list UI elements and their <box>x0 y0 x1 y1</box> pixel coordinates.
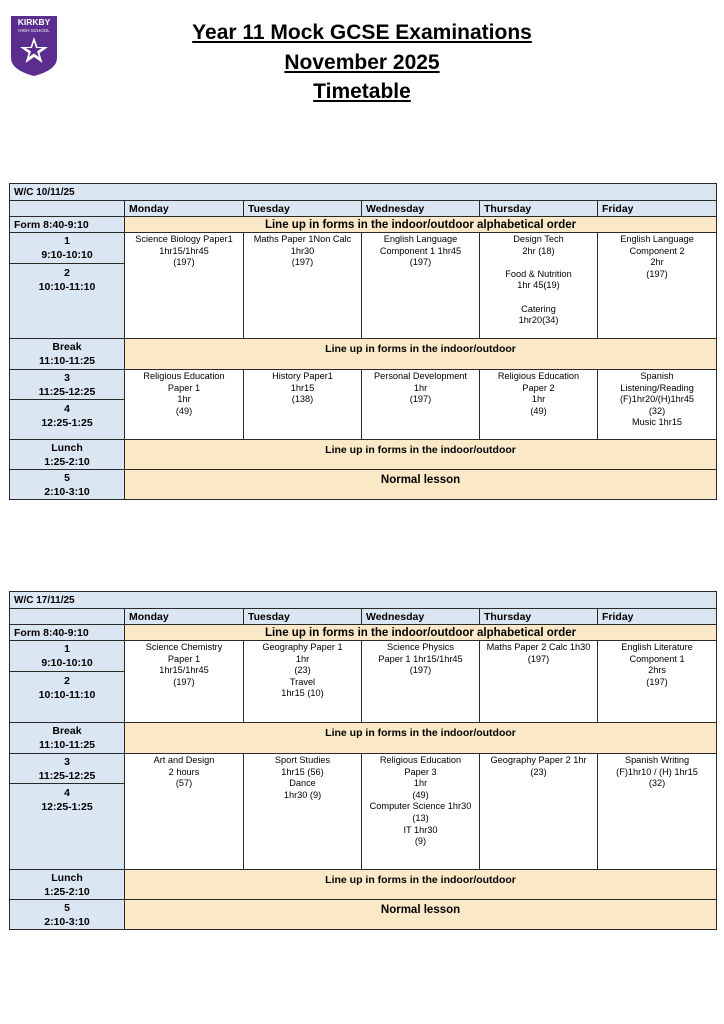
week-commencing: W/C 10/11/25 <box>10 184 717 201</box>
normal-lesson-band: Normal lesson <box>125 900 717 930</box>
day-header-friday: Friday <box>598 201 717 217</box>
period-5-label: 5 2:10-3:10 <box>10 900 125 930</box>
title-line-2: November 2025 <box>284 51 440 74</box>
exam-cell: Geography Paper 1 1hr (23) Travel 1hr15 (10) <box>244 641 362 723</box>
exam-cell: Religious Education Paper 1 1hr (49) <box>125 370 244 440</box>
title-line-3: Timetable <box>313 80 411 103</box>
period-2-label: 2 10:10-11:10 <box>10 264 125 339</box>
day-header-thursday: Thursday <box>480 609 598 625</box>
title-line-1: Year 11 Mock GCSE Examinations <box>192 21 532 44</box>
day-header-wednesday: Wednesday <box>362 609 480 625</box>
day-header-monday: Monday <box>125 201 244 217</box>
exam-cell: English Language Component 2 2hr (197) <box>598 233 717 339</box>
day-header-tuesday: Tuesday <box>244 201 362 217</box>
exam-cell: History Paper1 1hr15 (138) <box>244 370 362 440</box>
break-label: Break 11:10-11:25 <box>10 339 125 370</box>
exam-cell: English Language Component 1 1hr45 (197) <box>362 233 480 339</box>
lunch-label: Lunch 1:25-2:10 <box>10 440 125 470</box>
form-time-label: Form 8:40-9:10 <box>10 625 125 641</box>
corner-cell <box>10 609 125 625</box>
exam-cell: Maths Paper 1Non Calc 1hr30 (197) <box>244 233 362 339</box>
break-label: Break 11:10-11:25 <box>10 723 125 754</box>
lunch-band: Line up in forms in the indoor/outdoor <box>125 870 717 900</box>
day-header-friday: Friday <box>598 609 717 625</box>
period-3-label: 3 11:25-12:25 <box>10 370 125 400</box>
logo-name: KIRKBY <box>17 17 51 27</box>
break-band: Line up in forms in the indoor/outdoor <box>125 723 717 754</box>
period-3-label: 3 11:25-12:25 <box>10 754 125 784</box>
exam-cell: Personal Development 1hr (197) <box>362 370 480 440</box>
exam-cell: Geography Paper 2 1hr (23) <box>480 754 598 870</box>
exam-cell: Design Tech 2hr (18) Food & Nutrition 1hr 45(19) Catering 1hr20(34) <box>480 233 598 339</box>
week-commencing: W/C 17/11/25 <box>10 592 717 609</box>
day-header-monday: Monday <box>125 609 244 625</box>
exam-cell: Sport Studies 1hr15 (56) Dance 1hr30 (9) <box>244 754 362 870</box>
timetable-week-2 <box>9 591 717 930</box>
exam-cell: Science Biology Paper1 1hr15/1hr45 (197) <box>125 233 244 339</box>
corner-cell <box>10 201 125 217</box>
period-2-label: 2 10:10-11:10 <box>10 672 125 723</box>
logo-subtitle: HIGH SCHOOL <box>18 28 50 33</box>
exam-cell: Science Chemistry Paper 1 1hr15/1hr45 (197) <box>125 641 244 723</box>
period-1-label: 1 9:10-10:10 <box>10 233 125 264</box>
break-band: Line up in forms in the indoor/outdoor <box>125 339 717 370</box>
timetable-week-1 <box>9 183 717 500</box>
lunch-band: Line up in forms in the indoor/outdoor <box>125 440 717 470</box>
form-line-up-band: Line up in forms in the indoor/outdoor alphabetical order <box>125 217 717 233</box>
exam-cell: Spanish Writing (F)1hr10 / (H) 1hr15 (32) <box>598 754 717 870</box>
exam-cell: Maths Paper 2 Calc 1h30 (197) <box>480 641 598 723</box>
exam-cell: Science Physics Paper 1 1hr15/1hr45 (197) <box>362 641 480 723</box>
exam-cell: Religious Education Paper 2 1hr (49) <box>480 370 598 440</box>
day-header-tuesday: Tuesday <box>244 609 362 625</box>
period-4-label: 4 12:25-1:25 <box>10 400 125 440</box>
day-header-wednesday: Wednesday <box>362 201 480 217</box>
normal-lesson-band: Normal lesson <box>125 470 717 500</box>
exam-cell: Spanish Listening/Reading (F)1hr20/(H)1hr45 (32) Music 1hr15 <box>598 370 717 440</box>
day-header-thursday: Thursday <box>480 201 598 217</box>
period-5-label: 5 2:10-3:10 <box>10 470 125 500</box>
exam-cell: Religious Education Paper 3 1hr (49) Computer Science 1hr30 (13) IT 1hr30 (9) <box>362 754 480 870</box>
exam-cell: English Literature Component 1 2hrs (197) <box>598 641 717 723</box>
period-1-label: 1 9:10-10:10 <box>10 641 125 672</box>
form-line-up-band: Line up in forms in the indoor/outdoor alphabetical order <box>125 625 717 641</box>
form-time-label: Form 8:40-9:10 <box>10 217 125 233</box>
exam-cell: Art and Design 2 hours (57) <box>125 754 244 870</box>
period-4-label: 4 12:25-1:25 <box>10 784 125 870</box>
lunch-label: Lunch 1:25-2:10 <box>10 870 125 900</box>
